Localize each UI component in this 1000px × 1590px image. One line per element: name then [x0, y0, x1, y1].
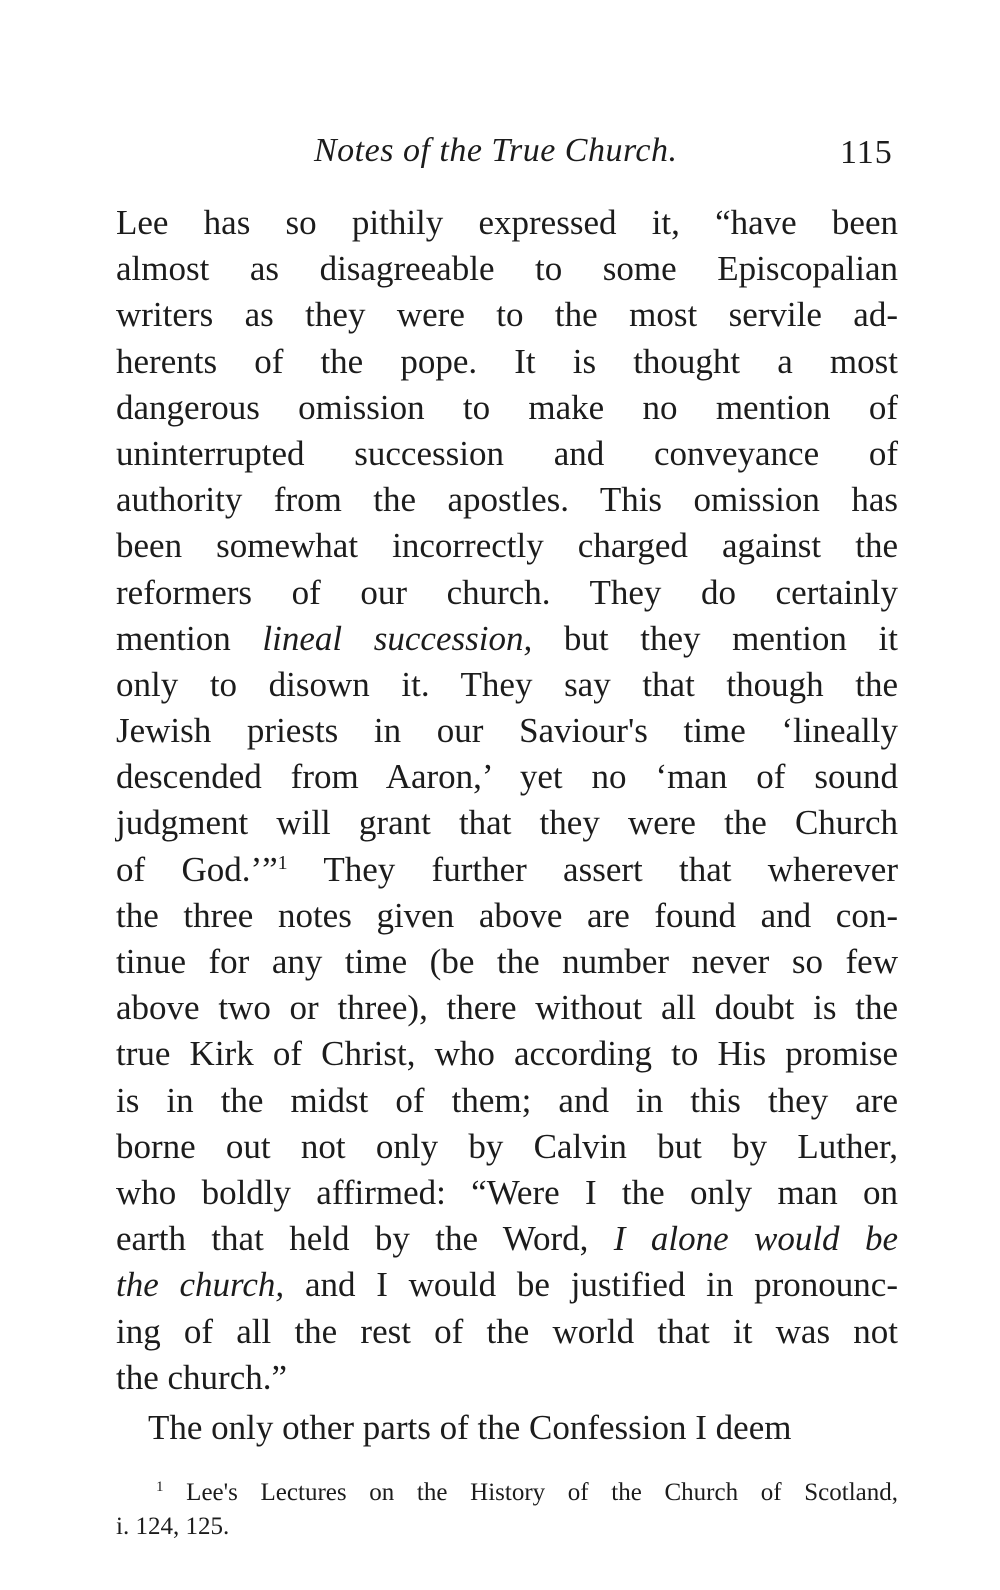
- text-line: judgment will grant that they were the Church: [116, 803, 898, 843]
- text-line: the church.”: [116, 1357, 288, 1397]
- text-span: but they mention it: [563, 618, 899, 658]
- body-text: [116, 200, 898, 1451]
- text-span: who boldly affirmed: “Were I the only man on: [116, 1172, 898, 1212]
- text-line: Jewish priests in our Saviour's time ‘lineally: [116, 711, 898, 751]
- text-line: is in the midst of them; and in this they are: [116, 1080, 898, 1120]
- text-line: dangerous omission to make no mention of: [116, 387, 898, 427]
- footnote-line: [116, 1476, 898, 1510]
- text-line: [116, 1170, 898, 1216]
- italic-phrase: lineal succession,: [262, 618, 533, 658]
- text-line: true Kirk of Christ, who according to His promise: [116, 1034, 898, 1074]
- text-span: earth that held by the Word,: [116, 1219, 589, 1259]
- text-line: been somewhat incorrectly charged against the: [116, 526, 898, 566]
- italic-phrase: the church,: [116, 1265, 285, 1305]
- footnote: [116, 1476, 898, 1544]
- footnote-text: Lee's Lectures on the History of the Church of Scotland,: [186, 1479, 899, 1506]
- running-title: Notes of the True Church.: [314, 132, 678, 169]
- text-line: uninterrupted succession and conveyance of: [116, 433, 898, 473]
- text-line: reformers of our church. They do certainly: [116, 572, 898, 612]
- footnote-marker: 1: [156, 1479, 164, 1495]
- page-header: [0, 128, 1000, 178]
- text-line: descended from Aaron,’ yet no ‘man of sound: [116, 757, 898, 797]
- text-line: tinue for any time (be the number never so few: [116, 942, 898, 981]
- page-number: 115: [840, 134, 893, 171]
- text-span: mention: [116, 618, 231, 658]
- text-line: [116, 1262, 898, 1308]
- text-line: [116, 616, 898, 662]
- italic-phrase: I alone would be: [613, 1219, 898, 1259]
- text-line: [116, 847, 898, 893]
- text-line: Lee has so pithily expressed it, “have been: [116, 203, 898, 242]
- text-line: [116, 1216, 898, 1262]
- text-line: the three notes given above are found and con-: [116, 895, 898, 935]
- text-span: and I would be justified in pronounc-: [304, 1265, 898, 1305]
- text-line: above two or three), there without all doubt is the: [116, 988, 898, 1028]
- text-line: herents of the pope. It is thought a most: [116, 341, 898, 381]
- footnote-reference: 1: [277, 851, 288, 874]
- footnote-line: i. 124, 125.: [116, 1513, 230, 1540]
- text-line: only to disown it. They say that though the: [116, 664, 898, 704]
- text-line: writers as they were to the most servile ad-: [116, 295, 898, 335]
- paragraph-start: The only other parts of the Confession I deem: [148, 1407, 792, 1447]
- text-line: almost as disagreeable to some Episcopalian: [116, 249, 898, 289]
- text-span: of God.’”: [116, 849, 278, 889]
- text-line: borne out not only by Calvin but by Luther,: [116, 1126, 898, 1166]
- text-line: authority from the apostles. This omission has: [116, 480, 898, 520]
- text-span: They further assert that wherever: [323, 849, 899, 889]
- text-line: ing of all the rest of the world that it was not: [116, 1311, 898, 1351]
